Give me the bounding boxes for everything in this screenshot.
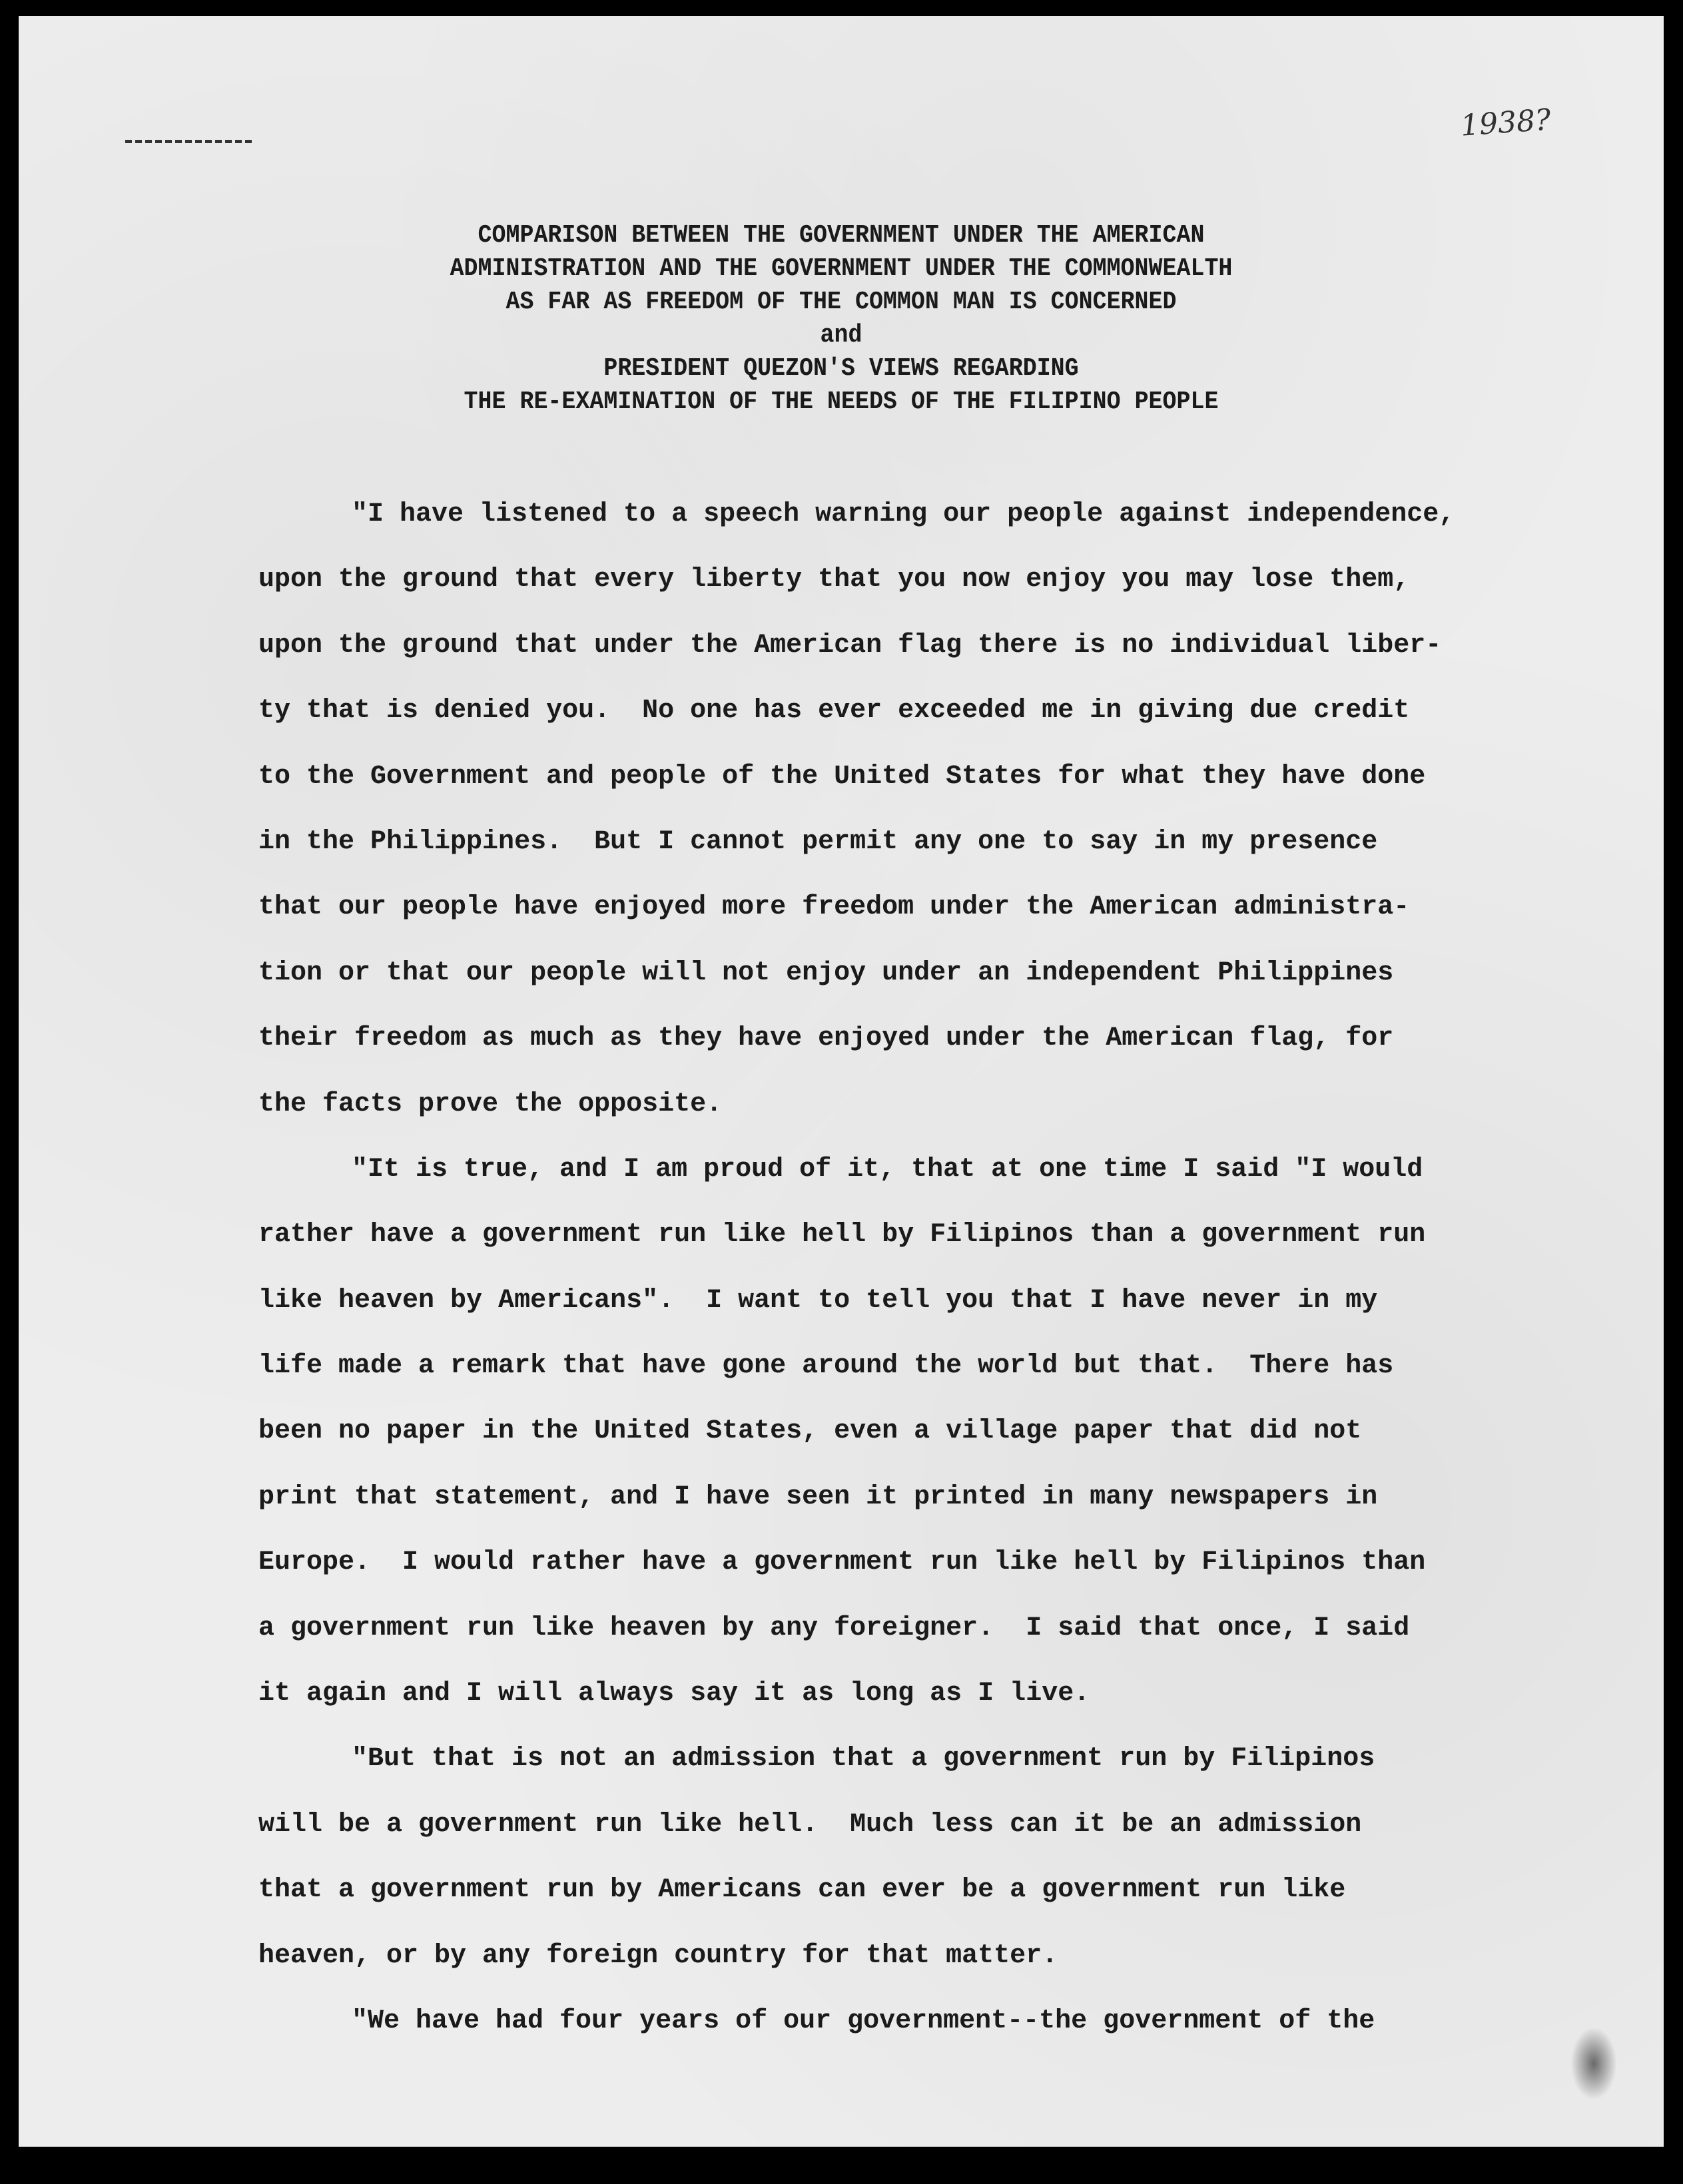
heading-line: ADMINISTRATION AND THE GOVERNMENT UNDER THE COMMONWEALTH xyxy=(450,254,1233,283)
body-line: their freedom as much as they have enjoyed under the American flag, for xyxy=(258,1023,1394,1054)
document-heading xyxy=(19,219,1664,419)
stray-ink-mark xyxy=(125,140,252,143)
document-page xyxy=(19,16,1664,2147)
body-line: like heaven by Americans". I want to tell you that I have never in my xyxy=(258,1285,1378,1316)
body-line: heaven, or by any foreign country for that matter. xyxy=(258,1940,1058,1971)
heading-line: COMPARISON BETWEEN THE GOVERNMENT UNDER THE AMERICAN xyxy=(478,221,1205,250)
heading-line: THE RE-EXAMINATION OF THE NEEDS OF THE FILIPINO PEOPLE xyxy=(464,388,1219,416)
body-line: "It is true, and I am proud of it, that at one time I said "I would xyxy=(352,1154,1423,1185)
heading-line: PRESIDENT QUEZON'S VIEWS REGARDING xyxy=(603,354,1079,383)
corner-smudge xyxy=(1570,2027,1617,2100)
body-line: rather have a government run like hell by Filipinos than a government run xyxy=(258,1220,1426,1250)
body-line: it again and I will always say it as long as I live. xyxy=(258,1679,1090,1709)
heading-line: and xyxy=(820,321,862,350)
body-line: ty that is denied you. No one has ever exceeded me in giving due credit xyxy=(258,696,1410,726)
body-line: that our people have enjoyed more freedom under the American administra- xyxy=(258,892,1410,923)
handwritten-date-note: 1938? xyxy=(1459,103,1552,143)
body-line: a government run like heaven by any foreigner. I said that once, I said xyxy=(258,1613,1410,1643)
body-line: to the Government and people of the United States for what they have done xyxy=(258,761,1426,792)
heading-line: AS FAR AS FREEDOM OF THE COMMON MAN IS CONCERNED xyxy=(505,288,1177,316)
body-line: been no paper in the United States, even a village paper that did not xyxy=(258,1416,1362,1447)
body-line: "I have listened to a speech warning our people against independence, xyxy=(352,499,1455,529)
body-line: "We have had four years of our government--the government of the xyxy=(352,2006,1375,2036)
body-line: Europe. I would rather have a government run like hell by Filipinos than xyxy=(258,1547,1426,1578)
document-body xyxy=(258,482,1557,2054)
body-line: that a government run by Americans can ever be a government run like xyxy=(258,1875,1346,1906)
body-line: print that statement, and I have seen it printed in many newspapers in xyxy=(258,1482,1378,1512)
body-line: in the Philippines. But I cannot permit any one to say in my presence xyxy=(258,826,1378,857)
body-line: tion or that our people will not enjoy under an independent Philippines xyxy=(258,957,1394,988)
body-line: "But that is not an admission that a government run by Filipinos xyxy=(352,1744,1375,1774)
body-line: upon the ground that under the American flag there is no individual liber- xyxy=(258,630,1442,661)
body-line: life made a remark that have gone around the world but that. There has xyxy=(258,1351,1394,1382)
body-line: upon the ground that every liberty that you now enjoy you may lose them, xyxy=(258,565,1410,595)
body-line: the facts prove the opposite. xyxy=(258,1089,723,1119)
body-line: will be a government run like hell. Much less can it be an admission xyxy=(258,1809,1362,1840)
